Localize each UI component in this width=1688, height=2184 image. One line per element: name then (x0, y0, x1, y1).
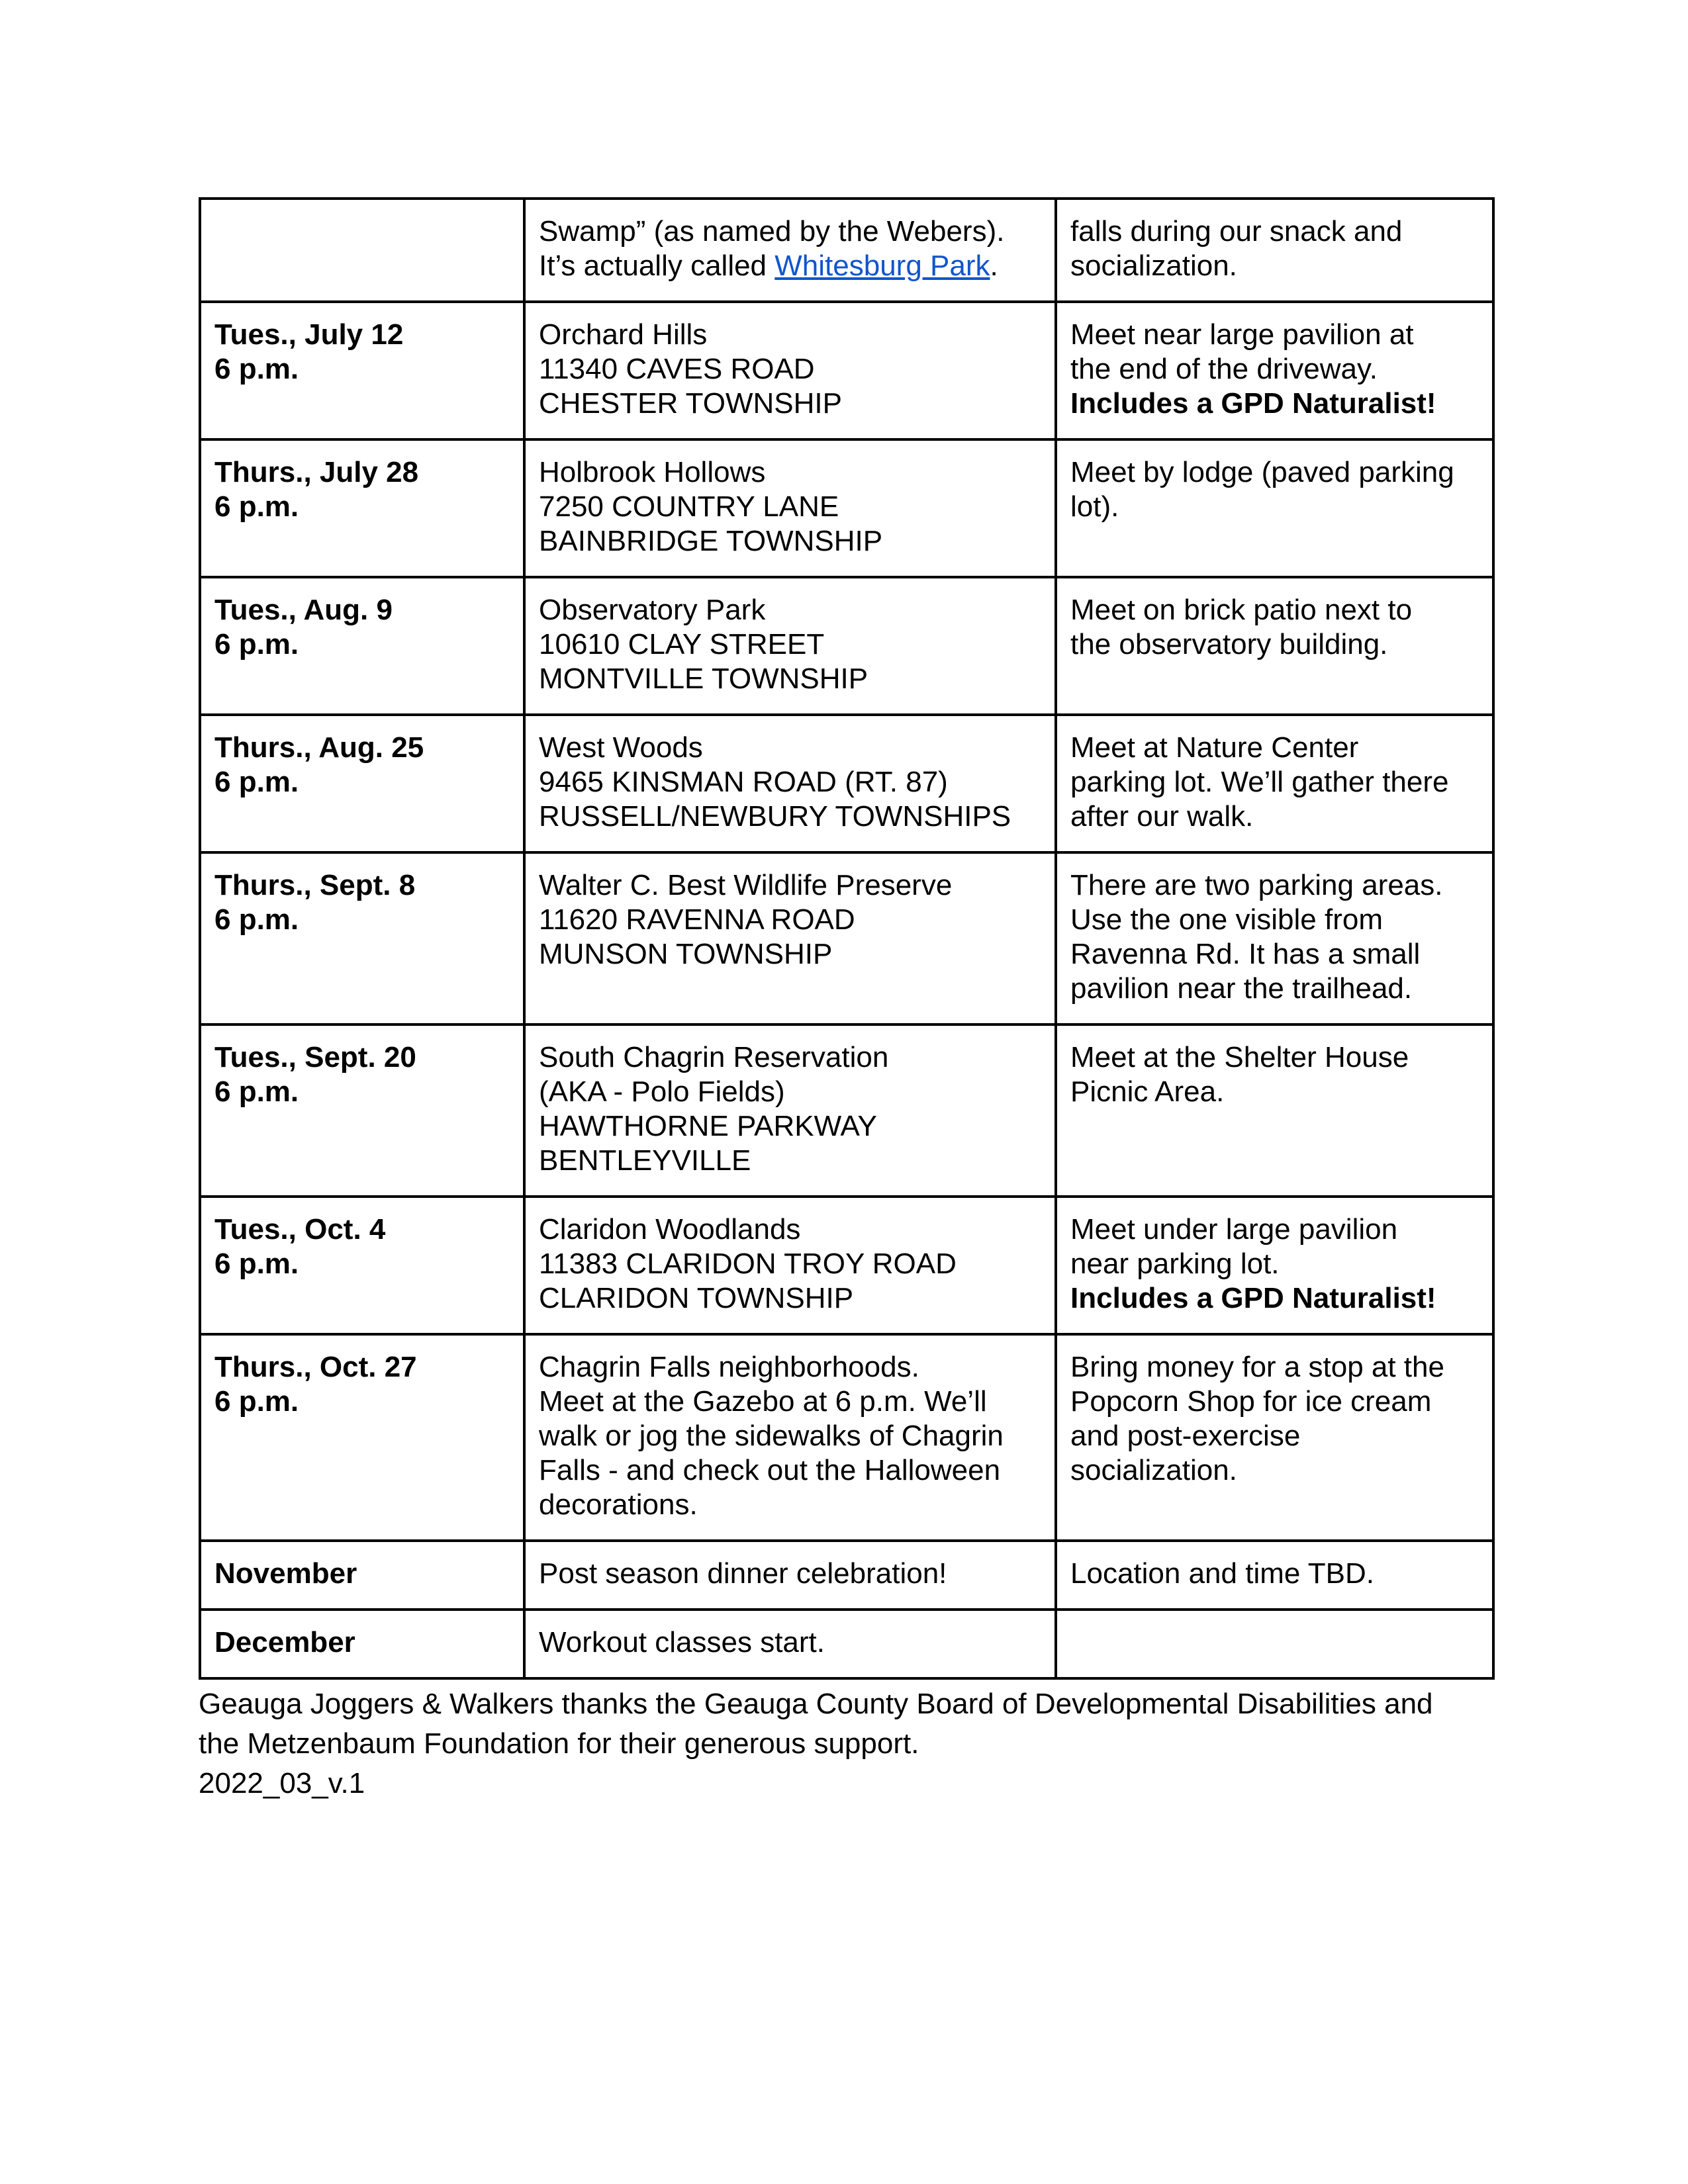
notes-cell (1056, 439, 1493, 577)
location-township: RUSSELL/NEWBURY TOWNSHIPS (539, 800, 1011, 833)
table-row (200, 577, 1493, 715)
location-line: Chagrin Falls neighborhoods. (539, 1351, 919, 1383)
event-time: 6 p.m. (214, 353, 299, 385)
event-date: Thurs., Sept. 8 (214, 869, 416, 901)
location-address: 9465 KINSMAN ROAD (RT. 87) (539, 766, 948, 798)
date-cell (200, 1024, 524, 1197)
event-time: 6 p.m. (214, 1248, 299, 1280)
event-date: Tues., Aug. 9 (214, 594, 393, 626)
version-label: 2022_03_v.1 (199, 1767, 365, 1799)
notes-line: Use the one visible from (1070, 903, 1383, 936)
event-date: Tues., Oct. 4 (214, 1213, 386, 1246)
notes-line: near parking lot. (1070, 1248, 1280, 1280)
location-line: Meet at the Gazebo at 6 p.m. We’ll (539, 1385, 987, 1418)
table-row (200, 715, 1493, 852)
notes-line: Picnic Area. (1070, 1075, 1225, 1108)
location-name: Claridon Woodlands (539, 1213, 801, 1246)
notes-cell (1056, 1197, 1493, 1334)
notes-line: and post-exercise (1070, 1420, 1301, 1452)
table-row (200, 439, 1493, 577)
date-cell (200, 199, 524, 302)
notes-line: Meet under large pavilion (1070, 1213, 1398, 1246)
location-township: CHESTER TOWNSHIP (539, 387, 842, 420)
event-time: 6 p.m. (214, 766, 299, 798)
location-cell (524, 577, 1056, 715)
location-text: . (990, 250, 998, 282)
notes-cell (1056, 1541, 1493, 1610)
table-row (200, 1610, 1493, 1678)
footer (199, 1684, 1496, 1803)
event-time: 6 p.m. (214, 628, 299, 660)
notes-line: Ravenna Rd. It has a small (1070, 938, 1421, 970)
date-cell (200, 1610, 524, 1678)
whitesburg-park-link[interactable]: Whitesburg Park (774, 250, 990, 282)
notes-cell (1056, 852, 1493, 1024)
notes-cell (1056, 302, 1493, 439)
location-name: Observatory Park (539, 594, 766, 626)
notes-line: socialization. (1070, 250, 1237, 282)
notes-line: Meet by lodge (paved parking (1070, 456, 1454, 488)
notes-line: Popcorn Shop for ice cream (1070, 1385, 1432, 1418)
location-cell (524, 1541, 1056, 1610)
notes-line: the end of the driveway. (1070, 353, 1378, 385)
notes-cell (1056, 577, 1493, 715)
table-row (200, 1334, 1493, 1541)
date-cell (200, 577, 524, 715)
location-line: Swamp” (as named by the Webers). (539, 215, 1005, 248)
event-time: 6 p.m. (214, 1075, 299, 1108)
table-row (200, 302, 1493, 439)
location-line: walk or jog the sidewalks of Chagrin (539, 1420, 1004, 1452)
location-township: MUNSON TOWNSHIP (539, 938, 833, 970)
acknowledgement-line: the Metzenbaum Foundation for their generous support. (199, 1727, 919, 1760)
event-date: December (214, 1626, 355, 1659)
location-name: Holbrook Hollows (539, 456, 766, 488)
event-date: November (214, 1557, 357, 1590)
location-line: Workout classes start. (539, 1626, 825, 1659)
date-cell (200, 715, 524, 852)
notes-line: Meet at the Shelter House (1070, 1041, 1409, 1073)
location-cell (524, 302, 1056, 439)
notes-line: falls during our snack and (1070, 215, 1403, 248)
naturalist-note: Includes a GPD Naturalist! (1070, 1282, 1436, 1314)
location-cell (524, 1024, 1056, 1197)
event-time: 6 p.m. (214, 903, 299, 936)
date-cell (200, 1197, 524, 1334)
location-name: South Chagrin Reservation (539, 1041, 889, 1073)
date-cell (200, 302, 524, 439)
notes-cell (1056, 199, 1493, 302)
table-row (200, 852, 1493, 1024)
date-cell (200, 439, 524, 577)
event-date: Thurs., Oct. 27 (214, 1351, 417, 1383)
notes-cell (1056, 1610, 1493, 1678)
location-name: West Woods (539, 731, 703, 764)
event-date: Tues., Sept. 20 (214, 1041, 416, 1073)
location-name: Walter C. Best Wildlife Preserve (539, 869, 953, 901)
location-line: Falls - and check out the Halloween (539, 1454, 1001, 1486)
location-address: HAWTHORNE PARKWAY (539, 1110, 877, 1142)
event-date: Thurs., July 28 (214, 456, 419, 488)
event-date: Tues., July 12 (214, 318, 404, 351)
notes-line: lot). (1070, 490, 1119, 523)
date-cell (200, 1334, 524, 1541)
location-cell (524, 715, 1056, 852)
location-address: 7250 COUNTRY LANE (539, 490, 839, 523)
location-township: CLARIDON TOWNSHIP (539, 1282, 854, 1314)
location-cell (524, 199, 1056, 302)
location-township: BENTLEYVILLE (539, 1144, 751, 1177)
location-cell (524, 1334, 1056, 1541)
location-cell (524, 852, 1056, 1024)
notes-cell (1056, 1334, 1493, 1541)
table-row (200, 1541, 1493, 1610)
notes-line: Location and time TBD. (1070, 1557, 1374, 1590)
event-time: 6 p.m. (214, 1385, 299, 1418)
table-row (200, 199, 1493, 302)
notes-line: There are two parking areas. (1070, 869, 1443, 901)
acknowledgement-line: Geauga Joggers & Walkers thanks the Geauga County Board of Developmental Disabilities and (199, 1688, 1433, 1720)
location-cell (524, 1197, 1056, 1334)
location-address: 11383 CLARIDON TROY ROAD (539, 1248, 957, 1280)
location-township: BAINBRIDGE TOWNSHIP (539, 525, 883, 557)
location-township: MONTVILLE TOWNSHIP (539, 662, 868, 695)
date-cell (200, 852, 524, 1024)
location-name: Orchard Hills (539, 318, 708, 351)
event-time: 6 p.m. (214, 490, 299, 523)
notes-line: pavilion near the trailhead. (1070, 972, 1413, 1005)
location-line: decorations. (539, 1488, 698, 1521)
date-cell (200, 1541, 524, 1610)
notes-line: socialization. (1070, 1454, 1237, 1486)
notes-line: parking lot. We’ll gather there (1070, 766, 1449, 798)
notes-line: after our walk. (1070, 800, 1254, 833)
location-text: It’s actually called (539, 250, 775, 282)
notes-line: the observatory building. (1070, 628, 1388, 660)
location-cell (524, 439, 1056, 577)
notes-line: Meet at Nature Center (1070, 731, 1359, 764)
notes-line: Meet near large pavilion at (1070, 318, 1414, 351)
table-row (200, 1024, 1493, 1197)
location-cell (524, 1610, 1056, 1678)
location-line-with-link (539, 249, 1041, 283)
notes-line: Bring money for a stop at the (1070, 1351, 1444, 1383)
location-line: Post season dinner celebration! (539, 1557, 947, 1590)
event-date: Thurs., Aug. 25 (214, 731, 424, 764)
notes-line: Meet on brick patio next to (1070, 594, 1413, 626)
location-address: 11620 RAVENNA ROAD (539, 903, 855, 936)
table-row (200, 1197, 1493, 1334)
events-schedule-table (199, 197, 1495, 1680)
location-address: 10610 CLAY STREET (539, 628, 825, 660)
naturalist-note: Includes a GPD Naturalist! (1070, 387, 1436, 420)
location-alias: (AKA - Polo Fields) (539, 1075, 785, 1108)
notes-cell (1056, 715, 1493, 852)
notes-cell (1056, 1024, 1493, 1197)
location-address: 11340 CAVES ROAD (539, 353, 815, 385)
